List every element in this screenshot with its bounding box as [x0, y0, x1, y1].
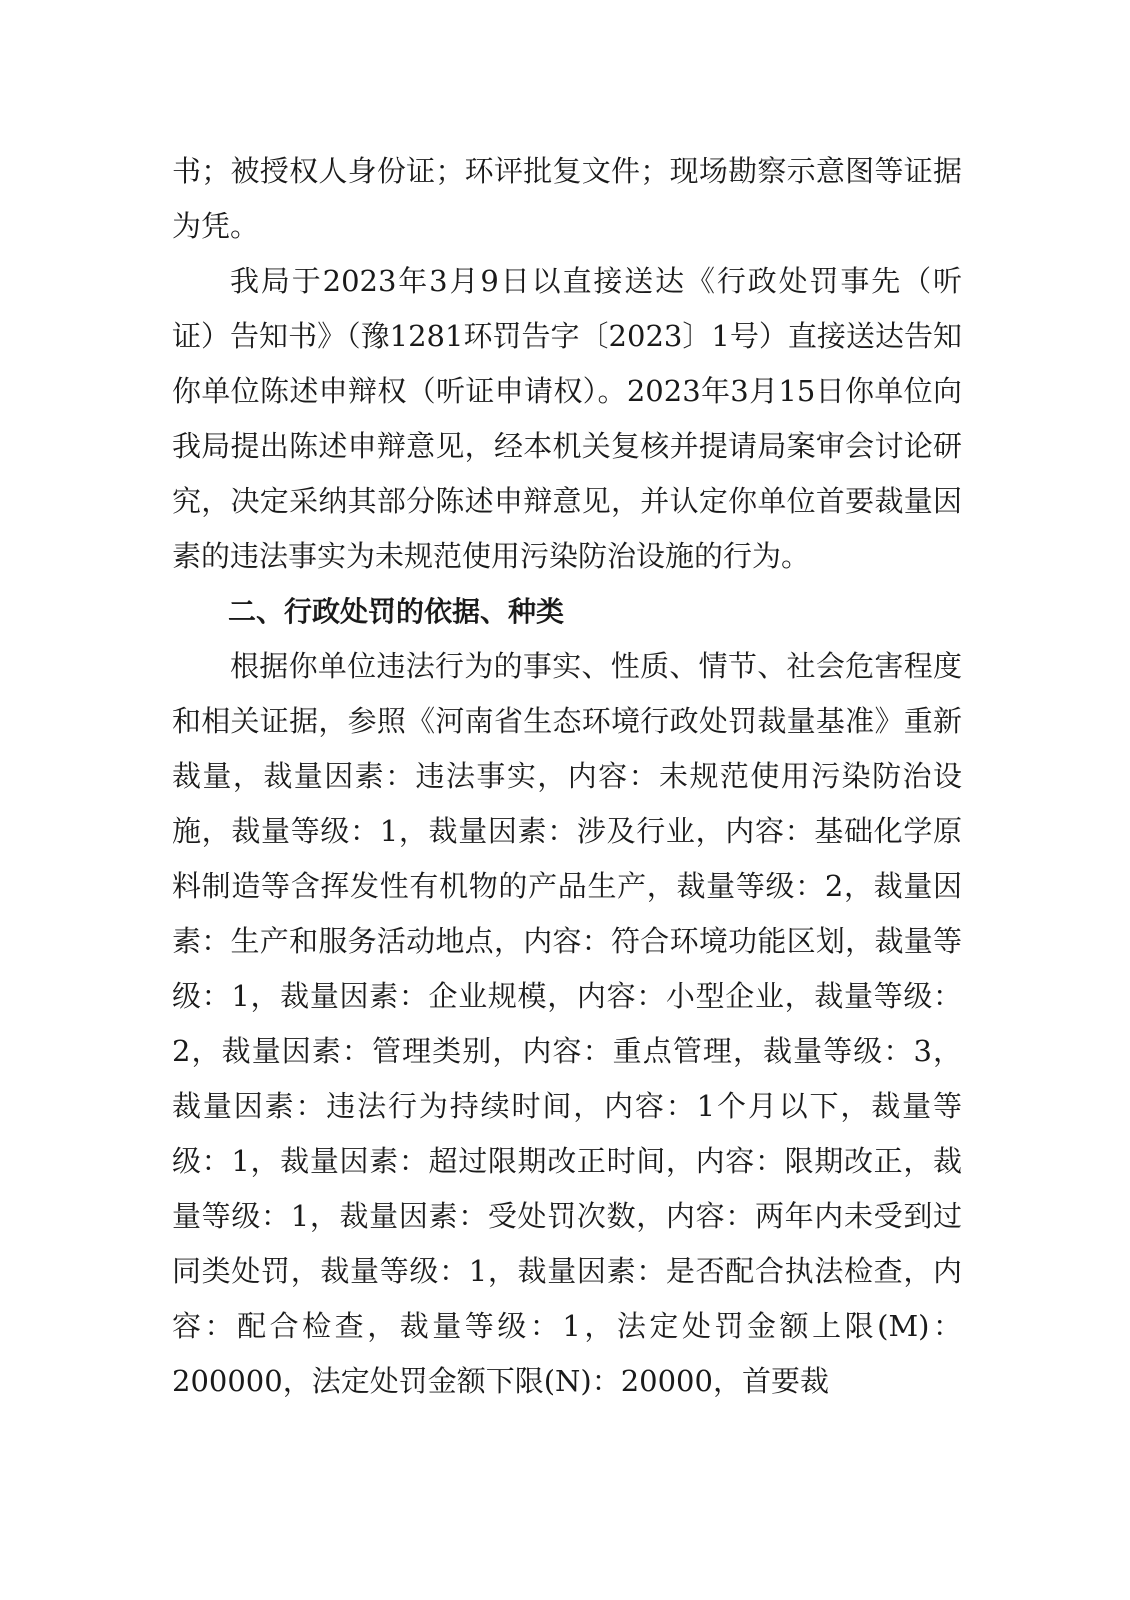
paragraph-discretion-factors: 根据你单位违法行为的事实、性质、情节、社会危害程度和相关证据，参照《河南省生态环境行政处罚裁量基准》重新裁量，裁量因素：违法事实，内容：未规范使用污染防治设施，裁量等级：1，裁量因素：涉及行业，内容：基础化学原料制造等含挥发性有机物的产品生产，裁量等级：2，裁量因素：生产和服务活动地点，内容：符合环境功能区划，裁量等级：1，裁量因素：企业规模，内容：小型企业，裁量等级：2，裁量因素：管理类别，内容：重点管理，裁量等级：3，裁量因素：违法行为持续时间，内容：1个月以下，裁量等级：1，裁量因素：超过限期改正时间，内容：限期改正，裁量等级：1，裁量因素：受处罚次数，内容：两年内未受到过同类处罚，裁量等级：1，裁量因素：是否配合执法检查，内容：配合检查，裁量等级：1，法定处罚金额上限(M)：200000，法定处罚金额下限(N)：20000，首要裁	[172, 649, 962, 1398]
document-page	[172, 144, 962, 1409]
section-heading-penalty-basis: 二、行政处罚的依据、种类	[228, 595, 565, 628]
paragraph-hearing-notice: 我局于2023年3月9日以直接送达《行政处罚事先（听证）告知书》（豫1281环罚告字〔2023〕1号）直接送达告知你单位陈述申辩权（听证申请权）。2023年3月15日你单位向我局提出陈述申辩意见，经本机关复核并提请局案审会讨论研究，决定采纳其部分陈述申辩意见，并认定你单位首要裁量因素的违法事实为未规范使用污染防治设施的行为。	[172, 264, 962, 573]
paragraph-evidence-continued: 书；被授权人身份证；环评批复文件；现场勘察示意图等证据为凭。	[172, 154, 962, 243]
